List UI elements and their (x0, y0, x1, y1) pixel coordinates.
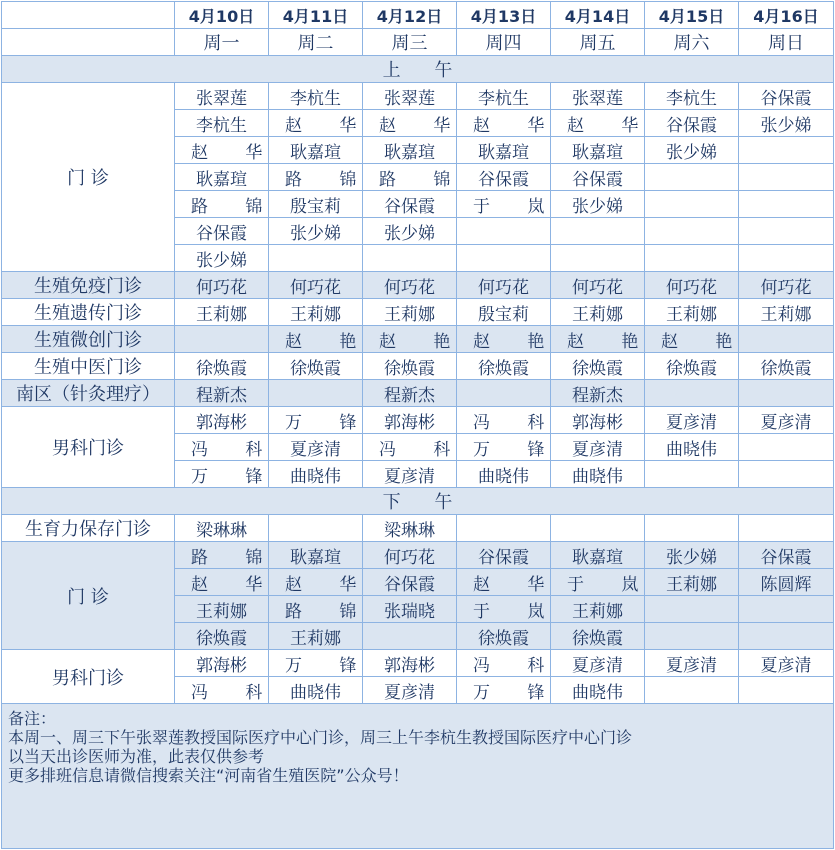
doctor-cell: 张少娣 (739, 110, 834, 137)
doctor-cell (739, 623, 834, 650)
doctor-cell: 张翠莲 (551, 83, 645, 110)
doctor-cell: 耿嘉瑄 (551, 542, 645, 569)
doctor-cell: 谷保霞 (363, 569, 457, 596)
doctor-cell (551, 245, 645, 272)
doctor-cell: 路 锦 (269, 596, 363, 623)
doctor-cell: 夏彦清 (645, 407, 739, 434)
doctor-cell (175, 326, 269, 353)
doctor-cell: 徐焕霞 (175, 353, 269, 380)
doctor-cell (457, 515, 551, 542)
doctor-cell: 路 锦 (175, 191, 269, 218)
department-name: 男科门诊 (2, 407, 175, 488)
doctor-cell: 梁琳琳 (175, 515, 269, 542)
doctor-cell: 曲晓伟 (551, 677, 645, 704)
date-header: 4月14日 (551, 2, 645, 29)
doctor-cell: 何巧花 (363, 272, 457, 299)
doctor-cell: 谷保霞 (645, 110, 739, 137)
doctor-cell: 徐焕霞 (645, 353, 739, 380)
doctor-cell: 徐焕霞 (363, 353, 457, 380)
doctor-cell: 李杭生 (269, 83, 363, 110)
doctor-cell (645, 596, 739, 623)
doctor-cell: 夏彦清 (739, 650, 834, 677)
doctor-cell (551, 218, 645, 245)
doctor-cell: 赵 艳 (551, 326, 645, 353)
doctor-cell: 夏彦清 (645, 650, 739, 677)
doctor-cell (739, 164, 834, 191)
doctor-cell: 赵 艳 (269, 326, 363, 353)
doctor-cell: 耿嘉瑄 (363, 137, 457, 164)
doctor-cell: 冯 科 (175, 677, 269, 704)
schedule-row (2, 299, 834, 326)
schedule-row (2, 83, 834, 110)
doctor-cell: 路 锦 (269, 164, 363, 191)
doctor-cell: 赵 华 (175, 137, 269, 164)
doctor-cell: 夏彦清 (551, 650, 645, 677)
doctor-cell: 程新杰 (363, 380, 457, 407)
doctor-cell: 万 锋 (175, 461, 269, 488)
remark-line: 备注： (8, 709, 57, 728)
doctor-cell: 王莉娜 (645, 569, 739, 596)
weekday-header: 周一 (175, 29, 269, 56)
doctor-cell: 何巧花 (739, 272, 834, 299)
doctor-cell: 王莉娜 (551, 299, 645, 326)
doctor-cell: 夏彦清 (363, 677, 457, 704)
doctor-cell (269, 245, 363, 272)
doctor-cell (739, 677, 834, 704)
doctor-cell: 张翠莲 (175, 83, 269, 110)
doctor-cell: 冯 科 (457, 407, 551, 434)
doctor-cell: 于 岚 (551, 569, 645, 596)
doctor-cell: 路 锦 (175, 542, 269, 569)
doctor-cell: 张少娣 (551, 191, 645, 218)
doctor-cell (551, 515, 645, 542)
date-header: 4月13日 (457, 2, 551, 29)
schedule-row (2, 650, 834, 677)
doctor-cell: 谷保霞 (363, 191, 457, 218)
doctor-cell: 何巧花 (269, 272, 363, 299)
doctor-cell: 赵 华 (457, 110, 551, 137)
doctor-cell (739, 245, 834, 272)
corner-cell (2, 2, 175, 29)
afternoon-section-row (2, 488, 834, 515)
doctor-cell: 王莉娜 (175, 596, 269, 623)
doctor-cell: 耿嘉瑄 (457, 137, 551, 164)
doctor-cell: 何巧花 (363, 542, 457, 569)
weekday-header: 周四 (457, 29, 551, 56)
doctor-cell: 郭海彬 (175, 650, 269, 677)
weekday-header: 周六 (645, 29, 739, 56)
doctor-cell: 曲晓伟 (457, 461, 551, 488)
weekday-header: 周二 (269, 29, 363, 56)
doctor-cell: 万 锋 (457, 677, 551, 704)
doctor-cell: 徐焕霞 (551, 353, 645, 380)
doctor-cell (645, 515, 739, 542)
doctor-cell: 赵 华 (551, 110, 645, 137)
schedule-row (2, 542, 834, 569)
doctor-cell (739, 434, 834, 461)
doctor-cell: 徐焕霞 (269, 353, 363, 380)
doctor-cell: 耿嘉瑄 (551, 137, 645, 164)
doctor-cell: 夏彦清 (739, 407, 834, 434)
doctor-cell: 路 锦 (363, 164, 457, 191)
date-header: 4月10日 (175, 2, 269, 29)
doctor-cell: 于 岚 (457, 191, 551, 218)
doctor-cell: 耿嘉瑄 (269, 137, 363, 164)
doctor-cell: 谷保霞 (175, 218, 269, 245)
doctor-cell: 万 锋 (269, 407, 363, 434)
date-header: 4月11日 (269, 2, 363, 29)
doctor-cell: 赵 艳 (363, 326, 457, 353)
doctor-cell (363, 245, 457, 272)
doctor-cell: 殷宝莉 (457, 299, 551, 326)
morning-section-label: 上 午 (2, 56, 834, 83)
doctor-cell (269, 515, 363, 542)
doctor-cell: 徐焕霞 (457, 353, 551, 380)
doctor-cell (363, 623, 457, 650)
weekday-header: 周五 (551, 29, 645, 56)
remark-line: 更多排班信息请微信搜索关注“河南省生殖医院”公众号！ (8, 766, 409, 785)
doctor-cell: 张少娣 (645, 542, 739, 569)
doctor-cell (739, 326, 834, 353)
weekday-header: 周日 (739, 29, 834, 56)
department-name: 门 诊 (2, 83, 175, 272)
department-name: 男科门诊 (2, 650, 175, 704)
doctor-cell: 谷保霞 (457, 542, 551, 569)
doctor-cell: 徐焕霞 (175, 623, 269, 650)
doctor-cell: 李杭生 (645, 83, 739, 110)
doctor-cell: 张翠莲 (363, 83, 457, 110)
schedule-row (2, 380, 834, 407)
doctor-cell (645, 623, 739, 650)
doctor-cell: 王莉娜 (645, 299, 739, 326)
doctor-cell: 张少娣 (269, 218, 363, 245)
doctor-cell (645, 191, 739, 218)
date-header: 4月15日 (645, 2, 739, 29)
doctor-cell: 梁琳琳 (363, 515, 457, 542)
doctor-cell: 何巧花 (645, 272, 739, 299)
remark-line: 本周一、周三下午张翠莲教授国际医疗中心门诊，周三上午李杭生教授国际医疗中心门诊 (8, 728, 633, 747)
weekday-header: 周三 (363, 29, 457, 56)
doctor-cell: 赵 艳 (457, 326, 551, 353)
doctor-cell (645, 677, 739, 704)
doctor-cell: 程新杰 (551, 380, 645, 407)
doctor-cell (645, 245, 739, 272)
doctor-cell: 赵 艳 (645, 326, 739, 353)
doctor-cell: 郭海彬 (551, 407, 645, 434)
doctor-cell: 郭海彬 (363, 650, 457, 677)
schedule-row (2, 272, 834, 299)
doctor-cell (739, 191, 834, 218)
doctor-cell: 耿嘉瑄 (269, 542, 363, 569)
doctor-cell: 谷保霞 (551, 164, 645, 191)
doctor-cell: 郭海彬 (175, 407, 269, 434)
doctor-cell: 夏彦清 (269, 434, 363, 461)
department-name: 南区（针灸理疗） (2, 380, 175, 407)
schedule-body (2, 2, 834, 849)
doctor-cell: 张瑞晓 (363, 596, 457, 623)
remarks-row (2, 704, 834, 849)
doctor-cell: 李杭生 (457, 83, 551, 110)
doctor-cell (739, 137, 834, 164)
doctor-cell: 曲晓伟 (269, 461, 363, 488)
doctor-cell: 冯 科 (363, 434, 457, 461)
doctor-cell: 赵 华 (175, 569, 269, 596)
doctor-cell: 夏彦清 (363, 461, 457, 488)
schedule-row (2, 515, 834, 542)
doctor-cell: 陈圆辉 (739, 569, 834, 596)
doctor-cell (739, 461, 834, 488)
doctor-cell (645, 164, 739, 191)
doctor-cell (457, 380, 551, 407)
doctor-cell (457, 245, 551, 272)
date-header: 4月16日 (739, 2, 834, 29)
doctor-cell: 殷宝莉 (269, 191, 363, 218)
department-name: 生育力保存门诊 (2, 515, 175, 542)
doctor-cell: 王莉娜 (269, 299, 363, 326)
doctor-cell: 王莉娜 (269, 623, 363, 650)
morning-section-row (2, 56, 834, 83)
doctor-cell: 何巧花 (457, 272, 551, 299)
doctor-cell: 曲晓伟 (645, 434, 739, 461)
doctor-cell (739, 380, 834, 407)
schedule-table (1, 1, 834, 849)
afternoon-section-label: 下 午 (2, 488, 834, 515)
doctor-cell: 王莉娜 (551, 596, 645, 623)
schedule-row (2, 353, 834, 380)
department-name: 门 诊 (2, 542, 175, 650)
doctor-cell: 李杭生 (175, 110, 269, 137)
doctor-cell: 冯 科 (457, 650, 551, 677)
doctor-cell: 何巧花 (551, 272, 645, 299)
doctor-cell: 张少娣 (175, 245, 269, 272)
doctor-cell: 万 锋 (269, 650, 363, 677)
doctor-cell: 徐焕霞 (551, 623, 645, 650)
department-name: 生殖中医门诊 (2, 353, 175, 380)
doctor-cell (645, 380, 739, 407)
doctor-cell: 赵 华 (269, 110, 363, 137)
doctor-cell (269, 380, 363, 407)
remarks-block (2, 704, 834, 849)
doctor-cell: 徐焕霞 (739, 353, 834, 380)
doctor-cell: 赵 华 (363, 110, 457, 137)
doctor-cell: 王莉娜 (363, 299, 457, 326)
date-header: 4月12日 (363, 2, 457, 29)
corner-cell (2, 29, 175, 56)
doctor-cell: 赵 华 (457, 569, 551, 596)
doctor-cell (739, 596, 834, 623)
doctor-cell: 谷保霞 (457, 164, 551, 191)
doctor-cell (457, 218, 551, 245)
date-header-row (2, 2, 834, 29)
doctor-cell: 耿嘉瑄 (175, 164, 269, 191)
doctor-cell: 谷保霞 (739, 83, 834, 110)
doctor-cell: 王莉娜 (175, 299, 269, 326)
doctor-cell: 徐焕霞 (457, 623, 551, 650)
department-name: 生殖微创门诊 (2, 326, 175, 353)
doctor-cell: 何巧花 (175, 272, 269, 299)
doctor-cell (739, 515, 834, 542)
doctor-cell: 曲晓伟 (551, 461, 645, 488)
doctor-cell: 于 岚 (457, 596, 551, 623)
doctor-cell: 程新杰 (175, 380, 269, 407)
doctor-cell: 夏彦清 (551, 434, 645, 461)
schedule-row (2, 326, 834, 353)
doctor-cell (645, 461, 739, 488)
schedule-row (2, 407, 834, 434)
weekday-header-row (2, 29, 834, 56)
doctor-cell: 谷保霞 (739, 542, 834, 569)
department-name: 生殖遗传门诊 (2, 299, 175, 326)
doctor-cell: 郭海彬 (363, 407, 457, 434)
doctor-cell: 赵 华 (269, 569, 363, 596)
doctor-cell: 冯 科 (175, 434, 269, 461)
department-name: 生殖免疫门诊 (2, 272, 175, 299)
doctor-cell (739, 218, 834, 245)
doctor-cell: 张少娣 (645, 137, 739, 164)
doctor-cell: 王莉娜 (739, 299, 834, 326)
doctor-cell (645, 218, 739, 245)
doctor-cell: 张少娣 (363, 218, 457, 245)
remark-line: 以当天出诊医师为准，此表仅供参考 (8, 747, 265, 766)
doctor-cell: 万 锋 (457, 434, 551, 461)
doctor-cell: 曲晓伟 (269, 677, 363, 704)
